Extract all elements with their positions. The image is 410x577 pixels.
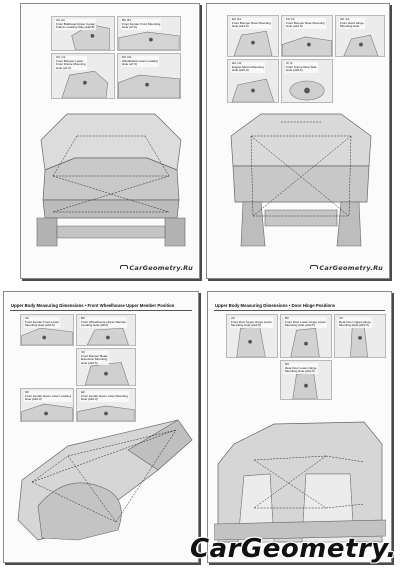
brand-watermark: [190, 534, 410, 574]
sheet-title: Upper Body Measuring Dimensions • Front Wheelhouse Upper Member Position: [11, 303, 175, 308]
detail-b0-b1: [117, 16, 181, 51]
detail-a0: [20, 314, 74, 346]
title-rule: [10, 310, 192, 311]
detail-d0-d1: [117, 53, 181, 99]
detail-caption: A0, A1 Front Bulkhead Upper Center Frame Locating Hole (ø12.8): [56, 18, 96, 29]
detail-caption: G0, G1 Front Hood Hinge Mounting Hole: [340, 17, 364, 28]
page-engine-compartment-dimensions: [206, 3, 390, 279]
detail-e0-e1: [227, 15, 279, 57]
detail-caption: C0 Front Bumper Beam Extension Mounting Hole (ø10.5): [81, 350, 109, 365]
detail-c0: [76, 348, 136, 386]
detail-f0-f1: [281, 15, 333, 57]
detail-caption: I0, I1 Front Frame Rear Side Hole (ø20.0): [286, 61, 317, 72]
detail-caption: E0 Front Fender Rear Lower Mounting Hole (ø10.0): [81, 390, 128, 401]
detail-caption: C0, C1 Front Bumper Lower Front Frame Mounting Hole (ø7.0): [56, 55, 86, 70]
brand-logo: [120, 264, 193, 272]
detail-rear-lower-hinge: [280, 360, 332, 400]
detail-b0: [76, 314, 136, 346]
detail-caption: A0 Front Fender Front Lower Mounting Hole (ø10.0): [25, 316, 60, 327]
detail-caption: A0 Front Door Upper Hinge Lower Mounting Hole (ø10.5): [231, 316, 273, 327]
sheet-title: Upper Body Measuring Dimensions • Door Hinge Positions: [215, 303, 336, 308]
detail-caption: F0, F1 Front Bumper Rear Mounting Hole (ø12.0): [286, 17, 325, 28]
detail-caption: D0 Front Fender Rear Lower Locating Hole (ø10.0): [25, 390, 71, 401]
detail-c0-c1: [51, 53, 115, 99]
brand-text: CarGeometry.Ru: [129, 264, 193, 272]
front-frame-diagram: [27, 100, 195, 250]
detail-caption: D0, D1 Windshield Lower Locating Hole (ø7.0): [122, 55, 158, 66]
page-door-hinge-dimensions: [207, 291, 392, 563]
page-front-frame-dimensions: [20, 3, 200, 279]
detail-g0-g1: [335, 15, 385, 57]
detail-caption: B0, B1 Front Fender Front Mounting Hole (ø7.0): [122, 18, 161, 29]
detail-caption: B0 Front Door Lower Hinge Lower Mounting Hole (ø10.5): [285, 316, 327, 327]
detail-rear-upper-hinge: [334, 314, 386, 358]
page-front-wheelhouse-dimensions: [3, 291, 199, 563]
detail-i0-i1: [281, 59, 333, 103]
detail-caption: C0 Rear Door Upper Hinge Mounting Hole (ø10.5): [339, 316, 371, 327]
front-wheelhouse-diagram: [8, 410, 196, 544]
detail-caption: H0, H1 Engine Mount Mounting Hole (ø10.0): [232, 61, 264, 72]
detail-caption: E0, E1 Front Bumper Rear Mounting Hole (ø12.0): [232, 17, 271, 28]
title-rule: [214, 310, 385, 311]
brand-logo: [310, 264, 383, 272]
body-side-door-opening-diagram: [214, 404, 386, 544]
watermark-text: CarGeometry.: [190, 534, 397, 564]
detail-caption: D0 Rear Door Lower Hinge Mounting Hole (ø10.5): [285, 362, 317, 373]
detail-front-upper-hinge: [226, 314, 278, 358]
detail-a0-a1: [51, 16, 115, 51]
detail-caption: B0 Front Wheelhouse Upper Member Locating Hole (ø8.0): [81, 316, 127, 327]
detail-h0-h1: [227, 59, 279, 103]
brand-text: CarGeometry.Ru: [319, 264, 383, 272]
engine-compartment-diagram: [221, 106, 381, 250]
detail-front-lower-hinge: [280, 314, 332, 358]
